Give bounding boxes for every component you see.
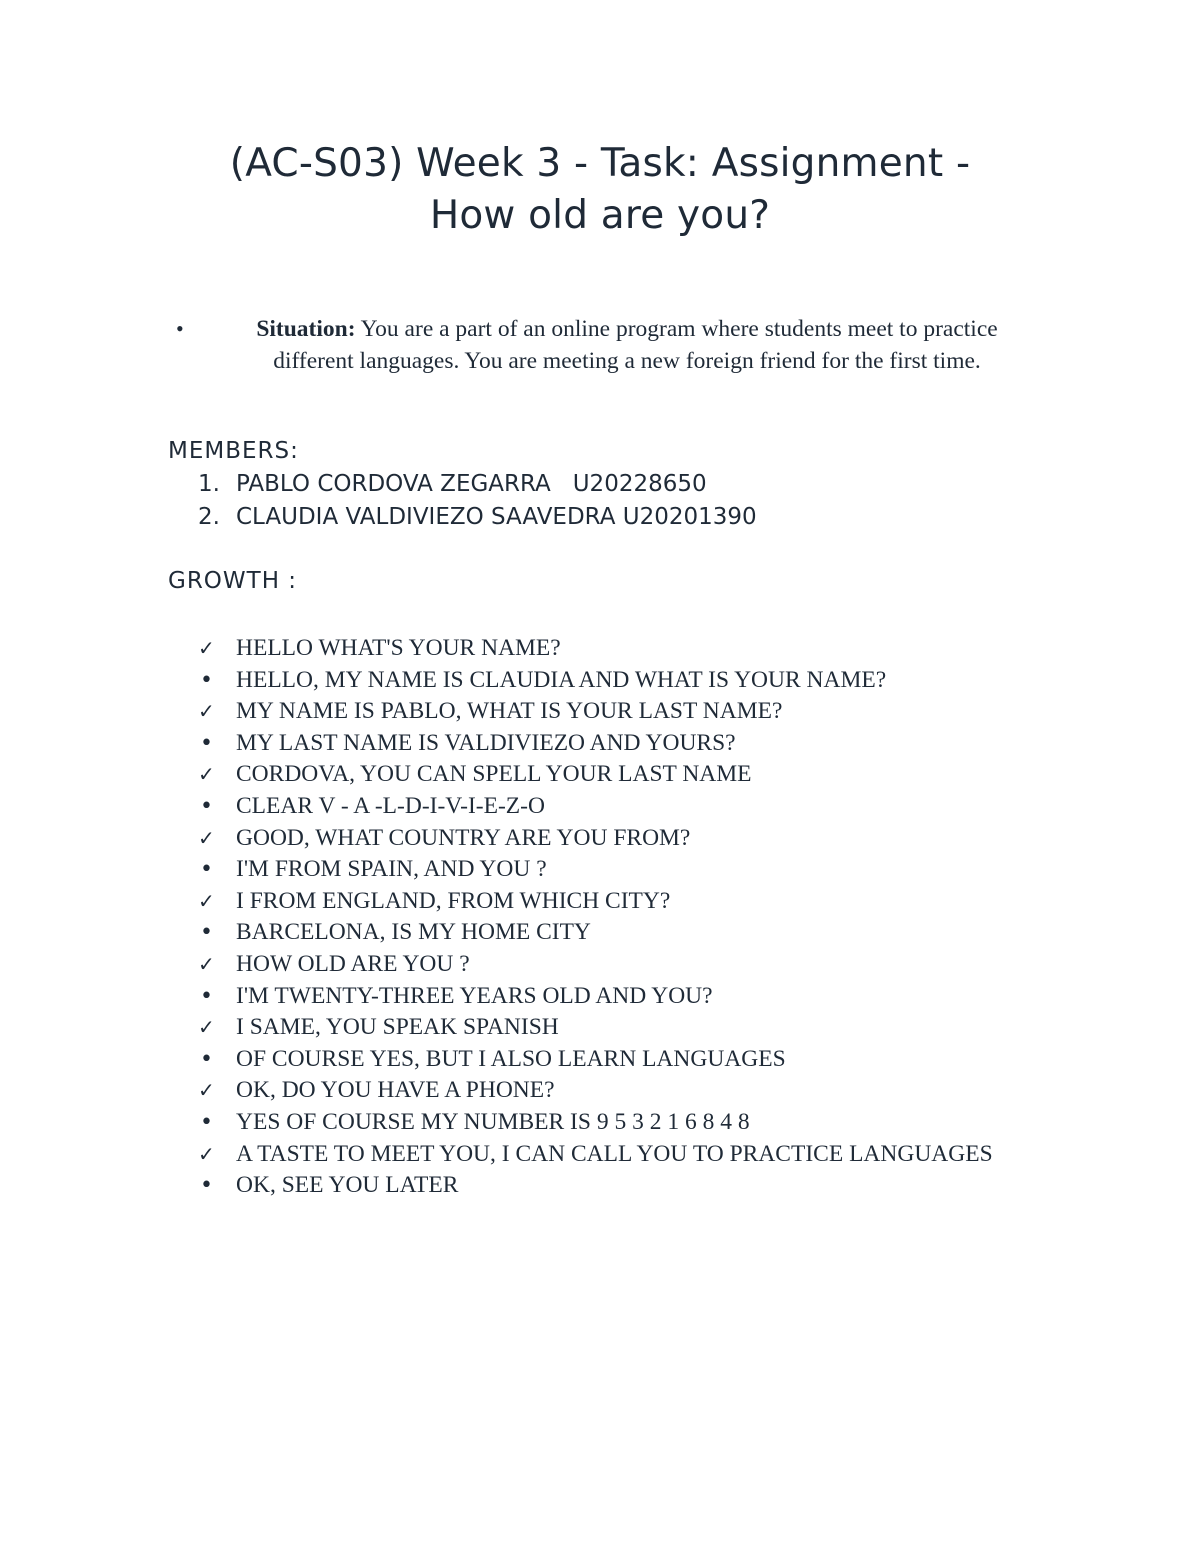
dialog-text: YES OF COURSE MY NUMBER IS 9 5 3 2 1 6 8 4 8 (236, 1108, 750, 1135)
check-icon: ✓ (198, 1141, 215, 1166)
bullet-icon: • (200, 793, 213, 819)
dialog-text: MY NAME IS PABLO, WHAT IS YOUR LAST NAME? (236, 698, 783, 725)
check-icon: ✓ (198, 1015, 215, 1040)
dialog-line (198, 1170, 998, 1202)
dialog-line (198, 823, 998, 855)
dialog-text: OK, DO YOU HAVE A PHONE? (236, 1077, 555, 1104)
dialog-text: I SAME, YOU SPEAK SPANISH (236, 1014, 559, 1041)
dialog-list (198, 633, 998, 1202)
dialog-text: CLEAR V - A -L-D-I-V-I-E-Z-O (236, 792, 545, 819)
bullet-icon: • (200, 983, 213, 1009)
dialog-line (198, 917, 998, 949)
dialog-text: OK, SEE YOU LATER (236, 1172, 459, 1199)
bullet-icon: • (176, 316, 184, 341)
dialog-line (198, 791, 998, 823)
member-number: 2. (198, 504, 220, 530)
page-title (100, 138, 1100, 242)
member-item (198, 468, 757, 501)
dialog-line (198, 759, 998, 791)
check-icon: ✓ (198, 1078, 215, 1103)
dialog-text: OF COURSE YES, BUT I ALSO LEARN LANGUAGES (236, 1045, 786, 1072)
growth-heading: GROWTH : (168, 568, 298, 594)
dialog-line (198, 1107, 998, 1139)
situation-text: You are a part of an online program where students meet to practice different languages. You are meeting a new foreign friend for the first time. (273, 316, 998, 374)
check-icon: ✓ (198, 699, 215, 724)
dialog-line (198, 728, 998, 760)
dialog-text: HELLO, MY NAME IS CLAUDIA AND WHAT IS YOUR NAME? (236, 666, 887, 693)
dialog-line (198, 981, 998, 1013)
dialog-text: CORDOVA, YOU CAN SPELL YOUR LAST NAME (236, 761, 752, 788)
bullet-icon: • (200, 1173, 213, 1199)
dialog-text: HELLO WHAT'S YOUR NAME? (236, 635, 561, 661)
members-list (198, 468, 757, 534)
members-heading: MEMBERS: (168, 438, 299, 464)
dialog-line (198, 1139, 998, 1171)
dialog-text: HOW OLD ARE YOU ? (236, 950, 470, 977)
check-icon: ✓ (198, 825, 215, 850)
bullet-icon: • (200, 667, 213, 693)
bullet-icon: • (200, 1109, 213, 1135)
member-item (198, 501, 757, 534)
bullet-icon: • (200, 920, 213, 946)
dialog-line (198, 1044, 998, 1076)
dialog-line (198, 1075, 998, 1107)
bullet-icon: • (200, 730, 213, 756)
bullet-icon: • (200, 1046, 213, 1072)
situation-label: Situation: (256, 316, 356, 342)
dialog-line (198, 949, 998, 981)
dialog-text: I'M TWENTY-THREE YEARS OLD AND YOU? (236, 982, 713, 1009)
member-number: 1. (198, 471, 220, 497)
bullet-icon: • (200, 857, 213, 883)
dialog-line (198, 1012, 998, 1044)
check-icon: ✓ (198, 888, 215, 913)
situation-paragraph (168, 313, 1038, 377)
dialog-line (198, 665, 998, 697)
title-line-1: (AC-S03) Week 3 - Task: Assignment - (229, 141, 971, 186)
dialog-text: I FROM ENGLAND, FROM WHICH CITY? (236, 887, 671, 914)
dialog-line (198, 696, 998, 728)
dialog-text: I'M FROM SPAIN, AND YOU ? (236, 856, 547, 883)
member-name: PABLO CORDOVA ZEGARRA U20228650 (236, 471, 707, 497)
title-line-2: How old are you? (429, 193, 771, 238)
dialog-text: MY LAST NAME IS VALDIVIEZO AND YOURS? (236, 729, 736, 756)
dialog-text: BARCELONA, IS MY HOME CITY (236, 919, 591, 946)
member-name: CLAUDIA VALDIVIEZO SAAVEDRA U20201390 (236, 504, 757, 530)
dialog-text: A TASTE TO MEET YOU, I CAN CALL YOU TO PRACTICE LANGUAGES (236, 1140, 993, 1167)
dialog-text: GOOD, WHAT COUNTRY ARE YOU FROM? (236, 824, 691, 851)
check-icon: ✓ (198, 951, 215, 976)
dialog-line (198, 633, 998, 665)
check-icon: ✓ (198, 636, 215, 660)
dialog-line (198, 886, 998, 918)
dialog-line (198, 854, 998, 886)
check-icon: ✓ (198, 762, 215, 787)
